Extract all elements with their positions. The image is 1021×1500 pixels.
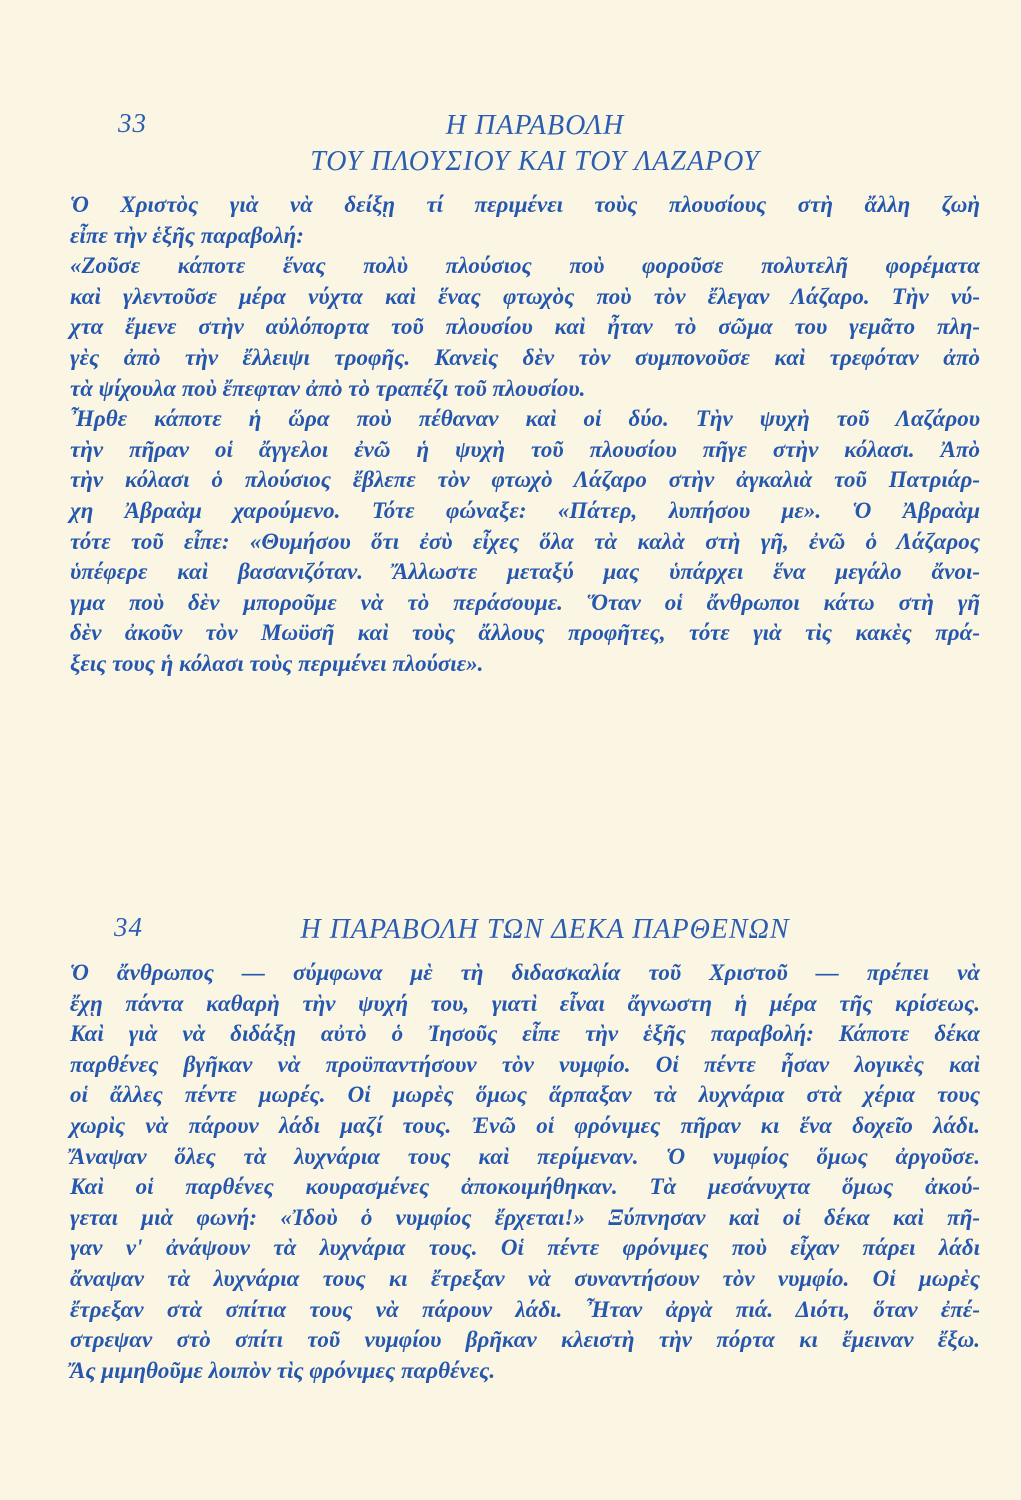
text-line: τὴν κόλασι ὁ πλούσιος ἔβλεπε τὸν φτωχὸ Λάζαρο στὴν ἀγκαλιὰ τοῦ Πατριάρ- <box>70 467 980 493</box>
parable-33 <box>70 108 980 680</box>
text-line: Καὶ οἱ παρθένες κουρασμένες ἀποκοιμήθηκαν. Τὰ μεσάνυχτα ὅμως ἀκού- <box>70 1174 980 1200</box>
text-line: παρθένες βγῆκαν νὰ προϋπαντήσουν τὸν νυμφίο. Οἱ πέντε ἦσαν λογικὲς καὶ <box>70 1051 980 1077</box>
text-line: γεται μιὰ φωνή: «Ἰδοὺ ὁ νυμφίος ἔρχεται!» Ξύπνησαν καὶ οἱ δέκα καὶ πῆ- <box>70 1204 980 1230</box>
text-line: Ὁ Χριστὸς γιὰ νὰ δείξῃ τί περιμένει τοὺς πλουσίους στὴ ἄλλη ζωὴ <box>70 192 980 217</box>
text-line: Ἄς μιμηθοῦμε λοιπὸν τὶς φρόνιμες παρθένες. <box>70 1357 496 1383</box>
section-heading <box>70 108 980 180</box>
text-line: Καὶ γιὰ νὰ διδάξῃ αὐτὸ ὁ Ἰησοῦς εἶπε τὴν ἑξῆς παραβολή: Κάποτε δέκα <box>70 1021 980 1047</box>
text-line: Ἦρθε κάποτε ἡ ὥρα ποὺ πέθαναν καὶ οἱ δύο. Τὴν ψυχὴ τοῦ Λαζάρου <box>70 406 980 432</box>
text-line: «Ζοῦσε κάποτε ἕνας πολὺ πλούσιος ποὺ φοροῦσε πολυτελῆ φορέματα <box>70 253 980 279</box>
section-number: 33 <box>118 108 147 138</box>
section-heading <box>70 912 980 948</box>
text-line: στρεψαν στὸ σπίτι τοῦ νυμφίου βρῆκαν κλειστὴ τὴν πόρτα κι ἔμειναν ἔξω. <box>70 1327 980 1353</box>
text-line: τότε τοῦ εἶπε: «Θυμήσου ὅτι ἐσὺ εἶχες ὅλα τὰ καλὰ στὴ γῆ, ἐνῶ ὁ Λάζαρος <box>70 528 980 554</box>
text-line: γμα ποὺ δὲν μποροῦμε νὰ τὸ περάσουμε. Ὅταν οἱ ἄνθρωποι κάτω στὴ γῆ <box>70 589 980 615</box>
text-line: ἔτρεξαν στὰ σπίτια τους νὰ πάρουν λάδι. Ἦταν ἀργὰ πιά. Διότι, ὅταν ἐπέ- <box>70 1296 980 1322</box>
text-line: οἱ ἄλλες πέντε μωρές. Οἱ μωρὲς ὅμως ἅρπαξαν τὰ λυχνάρια στὰ χέρια τους <box>70 1082 980 1108</box>
text-line: ἔχῃ πάντα καθαρὴ τὴν ψυχή του, γιατὶ εἶναι ἄγνωστη ἡ μέρα τῆς κρίσεως. <box>70 990 980 1016</box>
text-line: χωρὶς νὰ πάρουν λάδι μαζί τους. Ἐνῶ οἱ φρόνιμες πῆραν κι ἕνα δοχεῖο λάδι. <box>70 1112 980 1138</box>
section-title-line-1: Η ΠΑΡΑΒΟΛΗ ΤΩΝ ΔΕΚΑ ΠΑΡΘΕΝΩΝ <box>300 914 790 945</box>
text-line: χτα ἔμενε στὴν αὐλόπορτα τοῦ πλουσίου καὶ ἦταν τὸ σῶμα του γεμᾶτο πλη- <box>70 314 980 340</box>
text-line: γὲς ἀπὸ τὴν ἔλλειψι τροφῆς. Κανεὶς δὲν τὸν συμπονοῦσε καὶ τρεφόταν ἀπὸ <box>70 344 980 370</box>
section-number: 34 <box>114 912 143 942</box>
text-line: χη Ἀβραὰμ χαρούμενο. Τότε φώναξε: «Πάτερ, λυπήσου με». Ὁ Ἀβραὰμ <box>70 497 980 523</box>
text-line: τὴν πῆραν οἱ ἄγγελοι ἐνῶ ἡ ψυχὴ τοῦ πλουσίου πῆγε στὴν κόλασι. Ἀπὸ <box>70 436 980 462</box>
text-line: ὑπέφερε καὶ βασανιζόταν. Ἄλλωστε μεταξύ μας ὑπάρχει ἕνα μεγάλο ἄνοι- <box>70 559 980 585</box>
text-line: ἄναψαν τὰ λυχνάρια τους κι ἔτρεξαν νὰ συναντήσουν τὸν νυμφίο. Οἱ μωρὲς <box>70 1265 980 1291</box>
text-line: εἶπε τὴν ἑξῆς παραβολή: <box>70 222 304 248</box>
section-title-line-2: ΤΟΥ ΠΛΟΥΣΙΟΥ ΚΑΙ ΤΟΥ ΛΑΖΑΡΟΥ <box>310 146 760 177</box>
text-line: δὲν ἀκοῦν τὸν Μωϋσῆ καὶ τοὺς ἄλλους προφῆτες, τότε γιὰ τὶς κακὲς πρά- <box>70 620 980 646</box>
text-line: γαν ν' ἀνάψουν τὰ λυχνάρια τους. Οἱ πέντε φρόνιμες ποὺ εἶχαν πάρει λάδι <box>70 1235 980 1261</box>
text-line: καὶ γλεντοῦσε μέρα νύχτα καὶ ἕνας φτωχὸς ποὺ τὸν ἔλεγαν Λάζαρο. Τὴν νύ- <box>70 283 980 309</box>
section-title-line-1: Η ΠΑΡΑΒΟΛΗ <box>445 110 625 141</box>
section-body <box>70 958 980 1386</box>
text-line: Ἄναψαν ὅλες τὰ λυχνάρια τους καὶ περίμεναν. Ὁ νυμφίος ὅμως ἀργοῦσε. <box>70 1143 980 1169</box>
text-line: τὰ ψίχουλα ποὺ ἔπεφταν ἀπὸ τὸ τραπέζι τοῦ πλουσίου. <box>70 375 586 401</box>
section-body <box>70 190 980 680</box>
text-line: ξεις τους ἡ κόλασι τοὺς περιμένει πλούσιε». <box>70 650 484 676</box>
parable-34 <box>70 912 980 1386</box>
text-line: Ὁ ἄνθρωπος — σύμφωνα μὲ τὴ διδασκαλία τοῦ Χριστοῦ — πρέπει νὰ <box>70 960 980 985</box>
